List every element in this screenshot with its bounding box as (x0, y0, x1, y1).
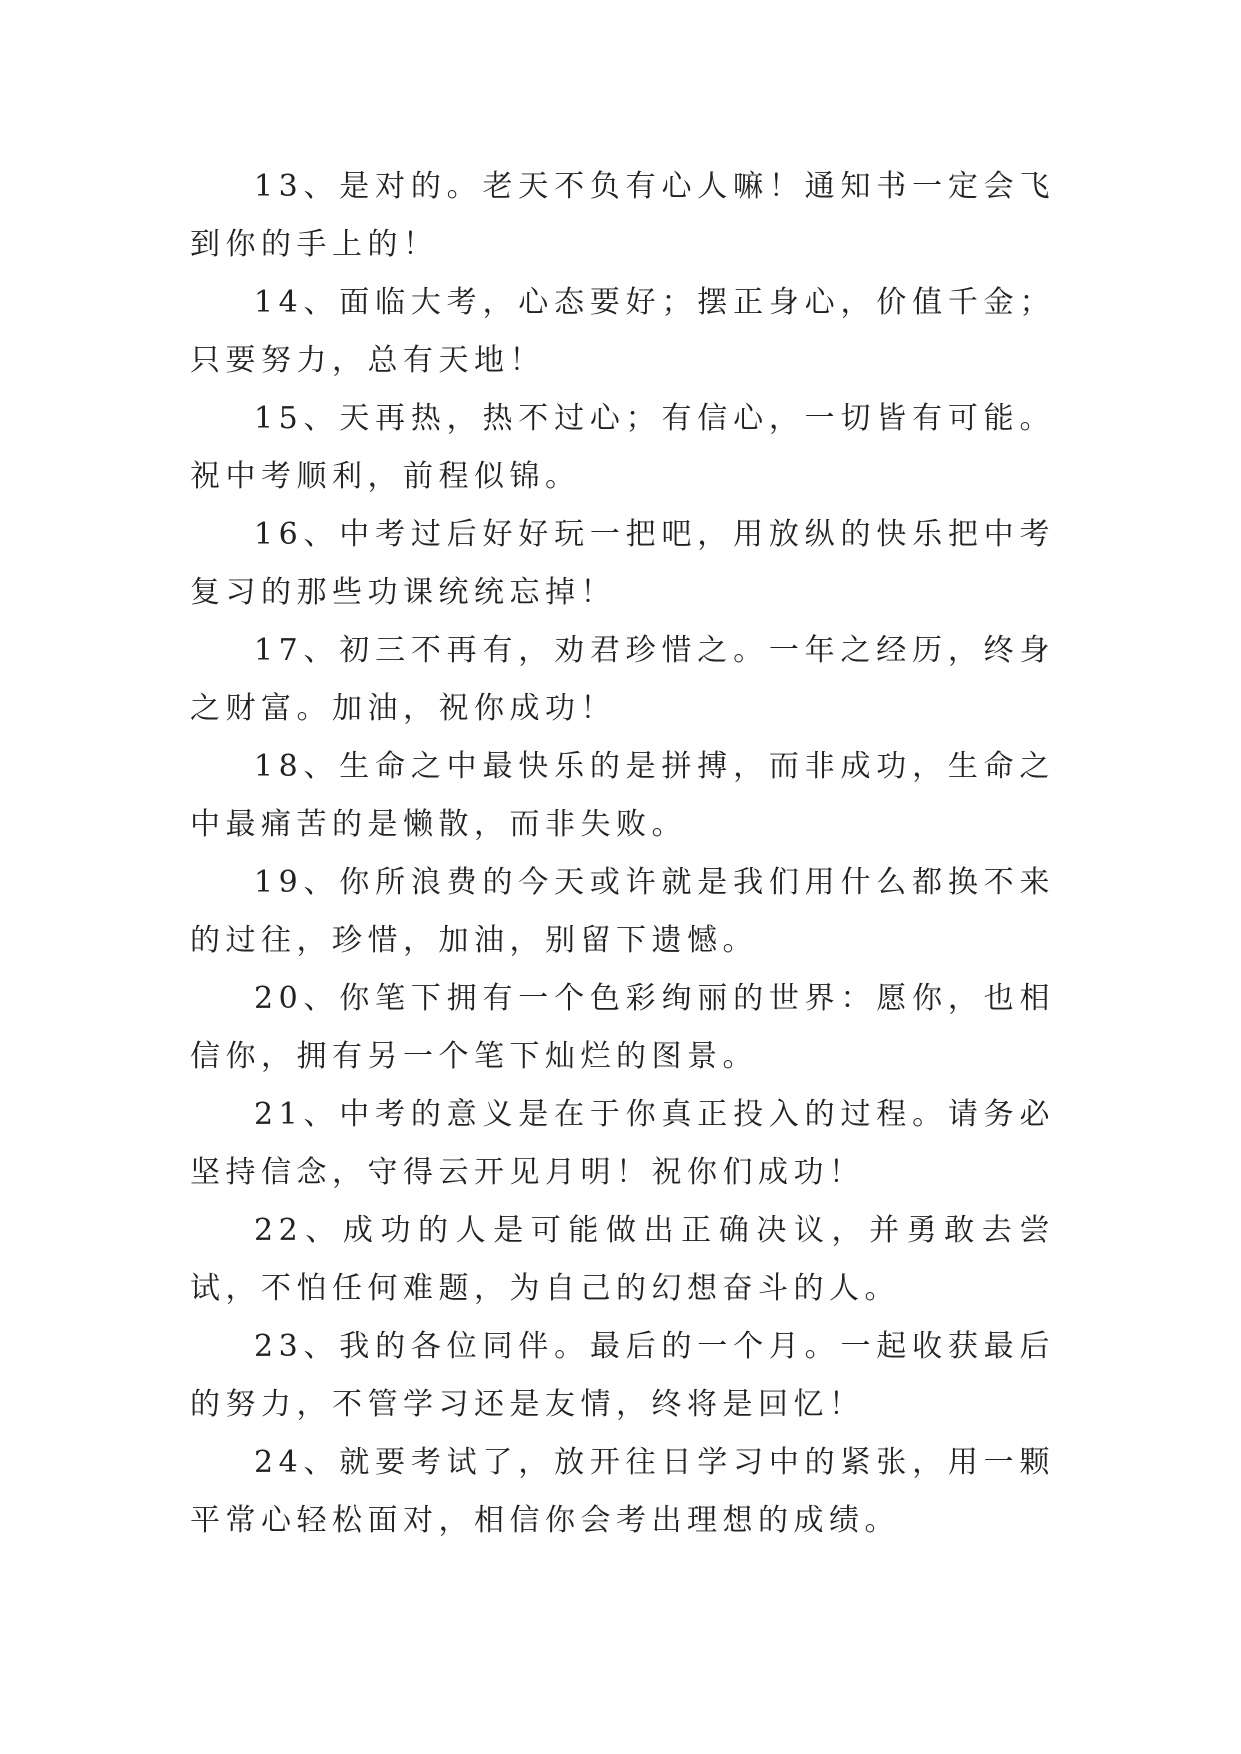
paragraph-16: 16、中考过后好好玩一把吧，用放纵的快乐把中考复习的那些功课统统忘掉！ (190, 517, 1055, 610)
paragraph-14: 14、面临大考，心态要好；摆正身心，价值千金；只要努力，总有天地！ (190, 285, 1055, 378)
paragraph-17: 17、初三不再有，劝君珍惜之。一年之经历，终身之财富。加油，祝你成功！ (190, 633, 1055, 726)
document-body (190, 158, 1055, 1550)
paragraph-19: 19、你所浪费的今天或许就是我们用什么都换不来的过往，珍惜，加油，别留下遗憾。 (190, 865, 1055, 958)
paragraph-15: 15、天再热，热不过心；有信心，一切皆有可能。祝中考顺利，前程似锦。 (190, 401, 1055, 494)
paragraph-24: 24、就要考试了，放开往日学习中的紧张，用一颗平常心轻松面对，相信你会考出理想的成绩。 (190, 1445, 1055, 1538)
paragraph-20: 20、你笔下拥有一个色彩绚丽的世界：愿你，也相信你，拥有另一个笔下灿烂的图景。 (190, 981, 1055, 1074)
paragraph-21: 21、中考的意义是在于你真正投入的过程。请务必坚持信念，守得云开见月明！祝你们成功！ (190, 1097, 1055, 1190)
paragraph-13: 13、是对的。老天不负有心人嘛！通知书一定会飞到你的手上的！ (190, 169, 1055, 262)
paragraph-23: 23、我的各位同伴。最后的一个月。一起收获最后的努力，不管学习还是友情，终将是回忆！ (190, 1329, 1055, 1422)
paragraph-18: 18、生命之中最快乐的是拼搏，而非成功，生命之中最痛苦的是懒散，而非失败。 (190, 749, 1055, 842)
paragraph-22: 22、成功的人是可能做出正确决议，并勇敢去尝试，不怕任何难题，为自己的幻想奋斗的人。 (190, 1213, 1055, 1306)
